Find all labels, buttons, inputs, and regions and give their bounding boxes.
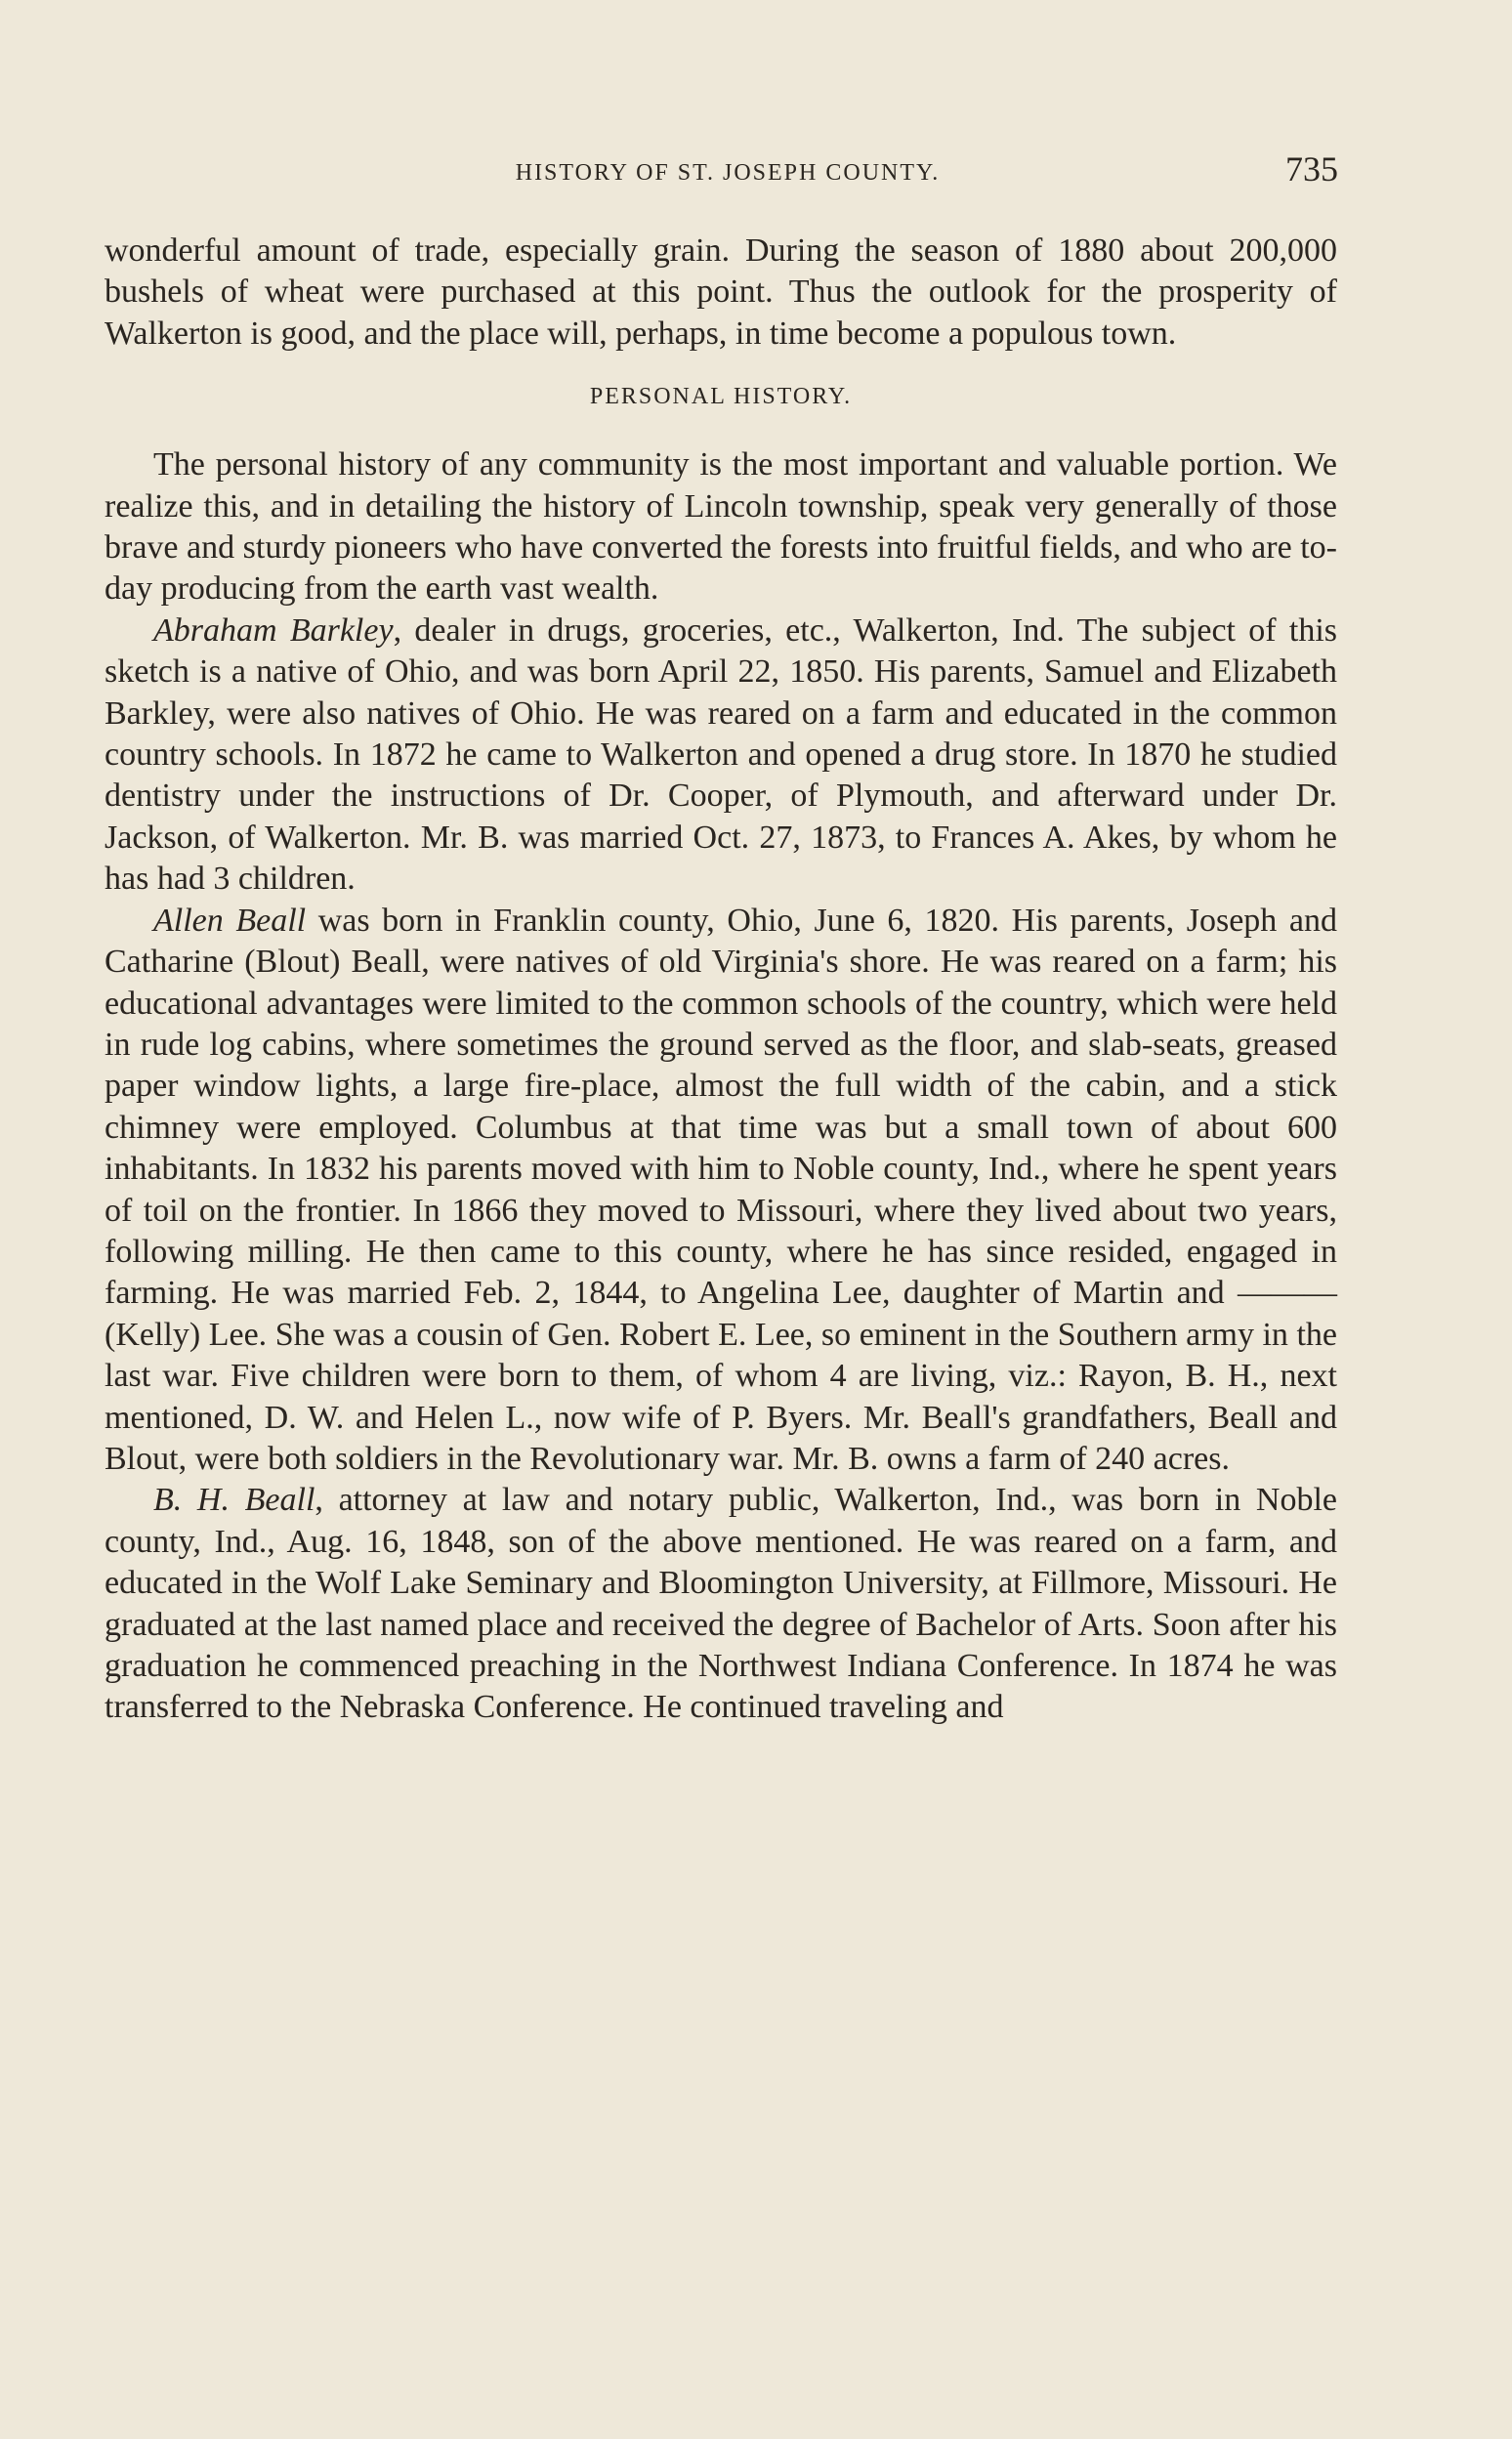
opening-paragraph: wonderful amount of trade, especially grain. During the season of 1880 about 200,000 bushels of wheat were purchased at this point. Thus the outlook for the prosperity of Walkerton is good, and the place will, perhaps, in time become a populous town.	[105, 232, 1337, 352]
entry-text: , dealer in drugs, groceries, etc., Walkerton, Ind. The subject of this sketch is a native of Ohio, and was born April 22, 1850. His parents, Samuel and Elizabeth Barkley, were also natives of Ohio. He was reared on a farm and educated in the common country schools. In 1872 he came to Walkerton and opened a drug store. In 1870 he studied dentistry under the instructions of Dr. Cooper, of Plymouth, and afterward under Dr. Jackson, of Walkerton. Mr. B. was married Oct. 27, 1873, to Frances A. Akes, by whom he has had 3 children.	[105, 611, 1338, 898]
text-block	[105, 231, 1337, 1729]
entry-name: B. H. Beall	[153, 1482, 315, 1519]
page-number: 735	[1285, 149, 1338, 189]
entry-paragraph	[105, 901, 1337, 1481]
intro-paragraph: The personal history of any community is the most important and valuable portion. We realize this, and in detailing the history of Lincoln township, speak very generally of those brave and sturdy pioneers who have converted the forests into fruitful fields, and who are to-day producing from the earth vast wealth.	[105, 446, 1337, 608]
entry-text: was born in Franklin county, Ohio, June 6, 1820. His parents, Joseph and Catharine (Blout) Beall, were natives of old Virginia's shore. He was reared on a farm; his educational advantages were limited to the common schools of the country, which were held in rude log cabins, where sometimes the ground served as the floor, and slab-seats, greased paper window lights, a large fire-place, almost the full width of the cabin, and a stick chimney were employed. Columbus at that time was but a small town of about 600 inhabitants. In 1832 his parents moved with him to Noble county, Ind., where he spent years of toil on the frontier. In 1866 they moved to Missouri, where they lived about two years, following milling. He then came to this county, where he has since resided, engaged in farming. He was married Feb. 2, 1844, to Angelina Lee, daughter of Martin and ——— (Kelly) Lee. She was a cousin of Gen. Robert E. Lee, so eminent in the Southern army in the last war. Five children were born to them, of whom 4 are living, viz.: Rayon, B. H., next mentioned, D. W. and Helen L., now wife of P. Byers. Mr. Beall's grandfathers, Beall and Blout, were both soldiers in the Revolutionary war. Mr. B. owns a farm of 240 acres.	[105, 902, 1337, 1477]
entry-paragraph	[105, 610, 1337, 901]
entry-name: Abraham Barkley	[153, 611, 394, 649]
running-title: HISTORY OF ST. JOSEPH COUNTY.	[515, 160, 941, 186]
running-head	[117, 147, 1338, 195]
entry-text: , attorney at law and notary public, Walkerton, Ind., was born in Noble county, Ind., Aug. 16, 1848, son of the above mentioned. He was reared on a farm, and educated in the Wolf Lake Seminary and Bloomington University, at Fillmore, Missouri. He graduated at the last named place and received the degree of Bachelor of Arts. Soon after his graduation he commenced preaching in the Northwest Indiana Conference. In 1874 he was transferred to the Nebraska Conference. He continued traveling and	[105, 1482, 1338, 1726]
section-heading: PERSONAL HISTORY.	[589, 384, 853, 410]
entry-paragraph	[105, 1480, 1337, 1728]
entry-name: Allen Beall	[153, 902, 307, 939]
